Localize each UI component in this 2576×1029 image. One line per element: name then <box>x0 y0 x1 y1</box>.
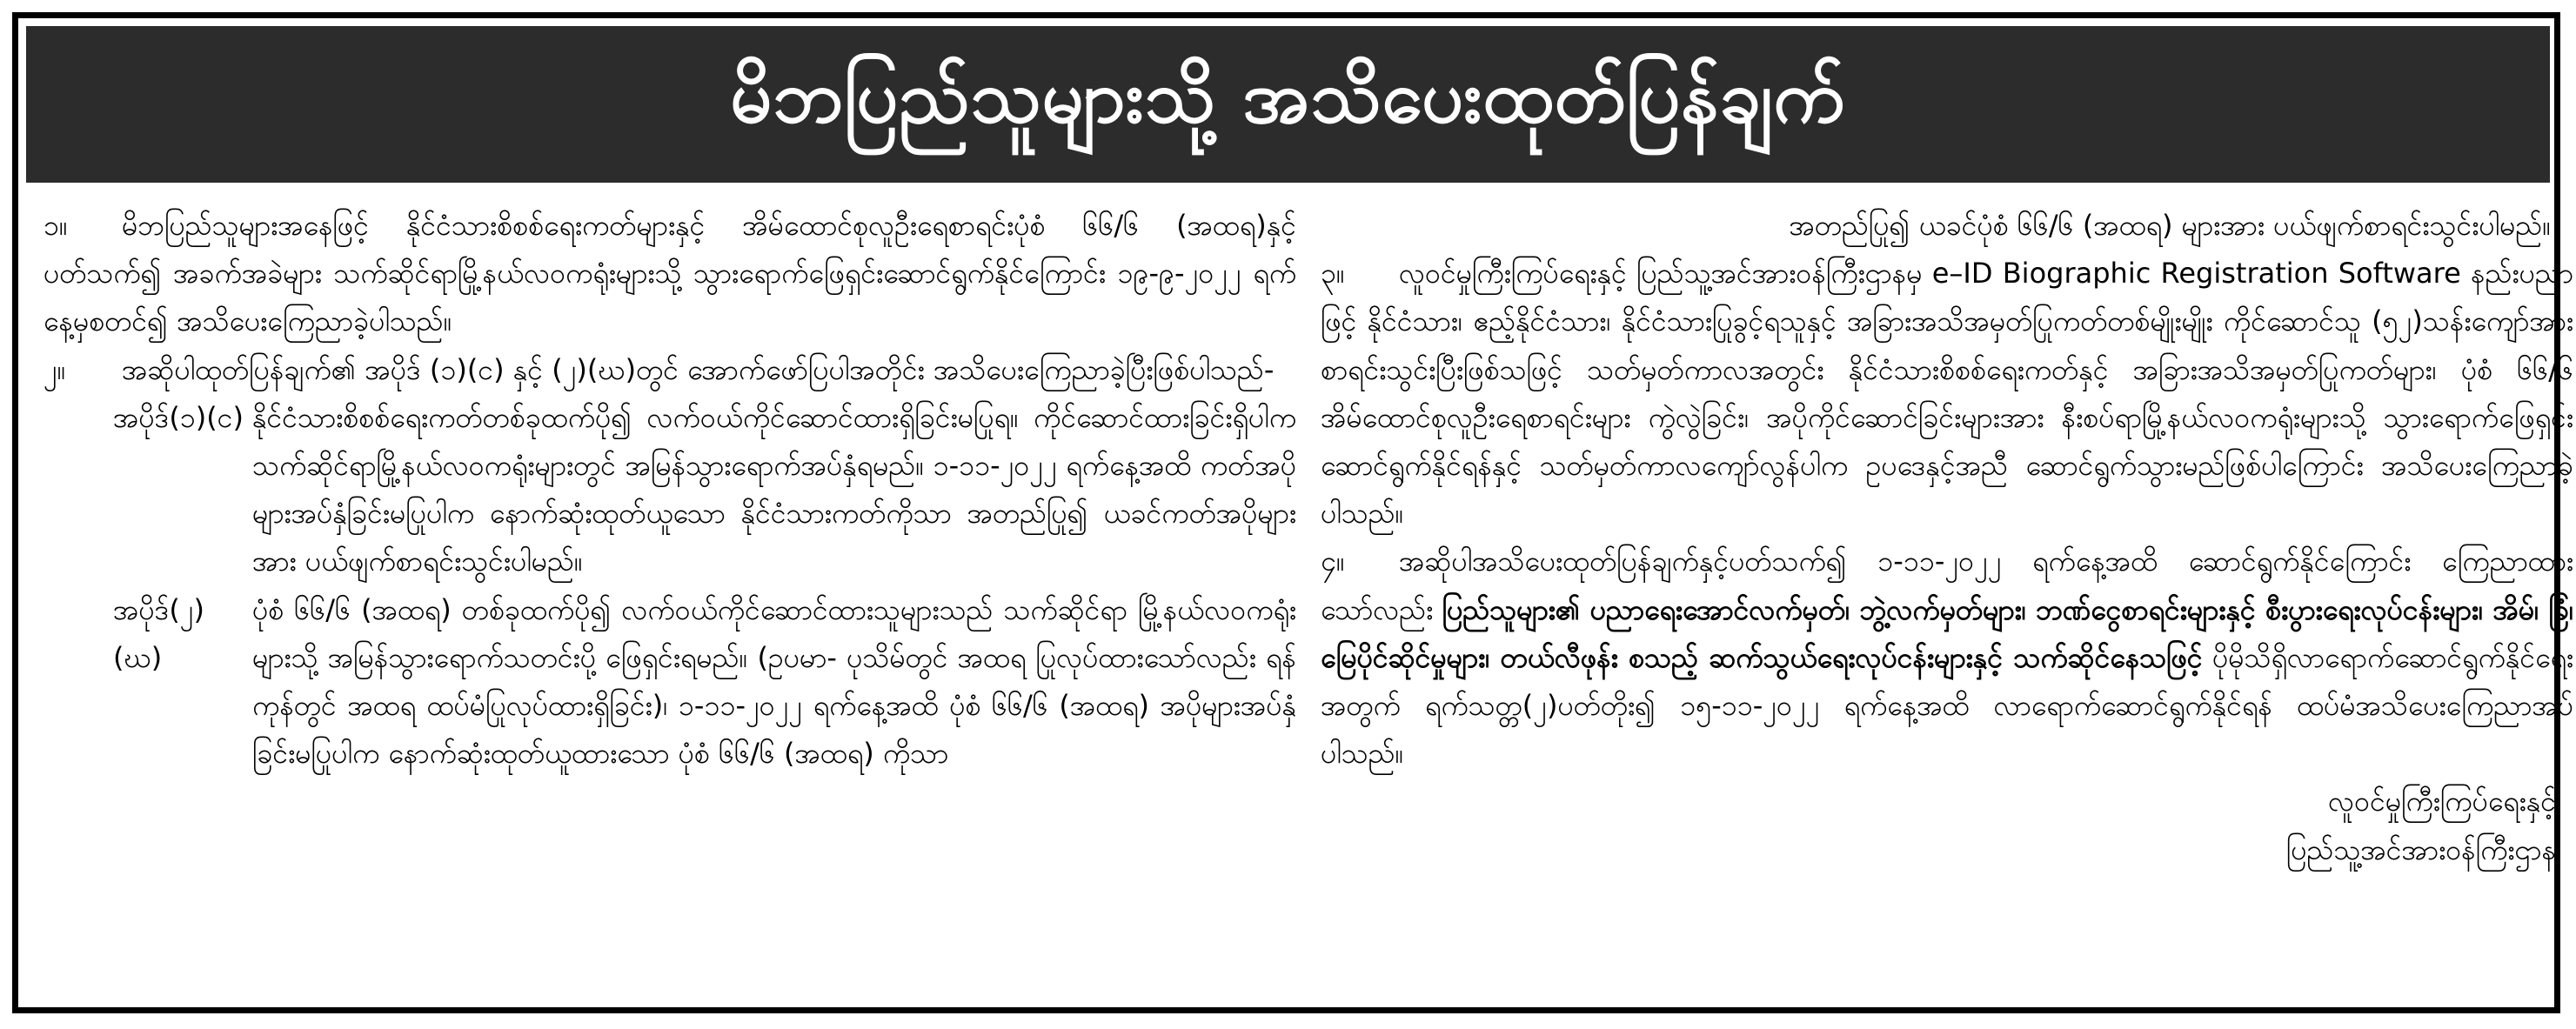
paragraph-text: အဆိုပါထုတ်ပြန်ချက်၏ အပိုဒ် (၁)(င) နှင့် (၂)(ဃ)တွင် အောက်ဖော်ပြပါအတိုင်း အသိပေးကြေညာခဲ့ပြီးဖြစ်ပါသည်- <box>122 352 1275 386</box>
paragraph-text: အဆိုပါအသိပေးထုတ်ပြန်ချက်နှင့်ပတ်သက်၍ ၁-၁၁-၂၀၂၂ ရက်နေ့အထိ ဆောင်ရွက်နိုင်ကြောင်း ကြေညာထားသော်လည်း <box>1321 545 2573 626</box>
right-column <box>1321 202 2573 874</box>
paragraph-number: ၃။ <box>1321 257 1345 291</box>
clause-text: ပုံစံ ၆၆/၆ (အထရ) တစ်ခုထက်ပို၍ လက်ဝယ်ကိုင်ဆောင်ထားသူများသည် သက်ဆိုင်ရာ မြို့နယ်လဝကရုံးများသို့ အမြန်သွားရောက်သတင်းပို့ ဖြေရှင်းရမည်။ (ဥပမာ- ပုသိမ်တွင် အထရ ပြုလုပ်ထားသော်လည်း ရန်ကုန်တွင် အထရ ထပ်မံပြုလုပ်ထားရှိခြင်း)၊ ၁-၁၁-၂၀၂၂ ရက်နေ့အထိ ပုံစံ ၆၆/၆ (အထရ) အပိုများအပ်နှံခြင်းမပြုပါက နောက်ဆုံးထုတ်ယူထားသော ပုံစံ ၆၆/၆ (အထရ) ကိုသာ <box>252 592 1296 771</box>
paragraph-text: ပိုမိုသိရှိလာရောက်ဆောင်ရွက်နိုင်ရေးအတွက် ရက်သတ္တ(၂)ပတ်တိုး၍ ၁၅-၁၁-၂၀၂၂ ရက်နေ့အထိ လာရောက်ဆောင်ရွက်နိုင်ရန် ထပ်မံအသိပေးကြေညာအပ်ပါသည်။ <box>1321 640 2574 771</box>
page-title: မိဘပြည်သူများသို့ အသိပေးထုတ်ပြန်ချက် <box>730 54 1846 139</box>
paragraph-text: လူဝင်မှုကြီးကြပ်ရေးနှင့် ပြည်သူ့အင်အားဝန်ကြီးဌာနမှ e–ID Biographic Registration Software နည်းပညာဖြင့် နိုင်ငံသား၊ ဧည့်နိုင်ငံသား၊ နိုင်ငံသားပြုခွင့်ရသူနှင့် အခြားအသိအမှတ်ပြုကတ်တစ်မျိုးမျိုး ကိုင်ဆောင်သူ (၅၂)သန်းကျော်အား စာရင်းသွင်းပြီးဖြစ်သဖြင့် သတ်မှတ်ကာလအတွင်း နိုင်ငံသားစိစစ်ရေးကတ်နှင့် အခြားအသိအမှတ်ပြုကတ်များ၊ ပုံစံ ၆၆/၆ အိမ်ထောင်စုလူဦးရေစာရင်းများ ကွဲလွဲခြင်း၊ အပိုကိုင်ဆောင်ခြင်းများအား နီးစပ်ရာမြို့နယ်လဝကရုံးများသို့ သွားရောက်ဖြေရှင်းဆောင်ရွက်နိုင်ရန်နှင့် သတ်မှတ်ကာလကျော်လွန်ပါက ဥပဒေနှင့်အညီ ဆောင်ရွက်သွားမည်ဖြစ်ပါကြောင်း အသိပေးကြေညာခဲ့ပါသည်။ <box>1321 257 2573 531</box>
signature-line-2: ပြည်သူ့အင်အားဝန်ကြီးဌာန <box>2285 832 2556 866</box>
signature-line-1: လူဝင်မှုကြီးကြပ်ရေးနှင့် <box>2328 785 2556 819</box>
sub-clause-2 <box>43 586 1296 778</box>
paragraph-2 <box>43 346 1296 394</box>
paragraph-text: မိဘပြည်သူများအနေဖြင့် နိုင်ငံသားစိစစ်ရေးကတ်များနှင့် အိမ်ထောင်စုလူဦးရေစာရင်းပုံစံ ၆၆/၆ (အထရ)နှင့်ပတ်သက်၍ အခက်အခဲများ သက်ဆိုင်ရာမြို့နယ်လဝကရုံးများသို့ သွားရောက်ဖြေရှင်းဆောင်ရွက်နိုင်ကြောင်း ၁၉-၉-၂၀၂၂ ရက်နေ့မှစတင်၍ အသိပေးကြေညာခဲ့ပါသည်။ <box>43 209 1296 338</box>
paragraph-number: ၄။ <box>1321 545 1345 578</box>
paragraph-4 <box>1321 538 2573 778</box>
left-column <box>43 202 1296 778</box>
paragraph-3 <box>1321 250 2573 538</box>
sub-clause-1 <box>43 394 1296 586</box>
clause-label: အပိုဒ်(၂)(ဃ) <box>113 592 204 674</box>
clause-label: အပိုဒ်(၁)(င) <box>113 400 244 434</box>
clause-text: နိုင်ငံသားစိစစ်ရေးကတ်တစ်ခုထက်ပို၍ လက်ဝယ်ကိုင်ဆောင်ထားရှိခြင်းမပြုရ။ ကိုင်ဆောင်ထားခြင်းရှိပါက သက်ဆိုင်ရာမြို့နယ်လဝကရုံးများတွင် အမြန်သွားရောက်အပ်နှံရမည်။ ၁-၁၁-၂၀၂၂ ရက်နေ့အထိ ကတ်အပိုများအပ်နှံခြင်းမပြုပါက နောက်ဆုံးထုတ်ယူသော နိုင်ငံသားကတ်ကိုသာ အတည်ပြု၍ ယခင်ကတ်အပိုများအား ပယ်ဖျက်စာရင်းသွင်းပါမည်။ <box>252 400 1296 578</box>
paragraph-number: ၂။ <box>43 352 66 386</box>
paragraph-1 <box>43 202 1296 346</box>
continued-text: အတည်ပြု၍ ယခင်ပုံစံ ၆၆/၆ (အထရ) များအား ပယ်ဖျက်စာရင်းသွင်းပါမည်။ <box>1789 209 2551 242</box>
paragraph-number: ၁။ <box>43 209 68 242</box>
title-banner <box>26 26 2550 183</box>
paragraph-emphasis: ပြည်သူများ၏ ပညာရေးအောင်လက်မှတ်၊ ဘွဲ့လက်မှတ်များ၊ ဘဏ်ငွေစာရင်းများနှင့် စီးပွားရေးလုပ်ငန်းများ၊ အိမ်၊ ခြံ၊ မြေပိုင်ဆိုင်မှုများ၊ တယ်လီဖုန်း စသည့် ဆက်သွယ်ရေးလုပ်ငန်းများနှင့် သက်ဆိုင်နေသဖြင့် <box>1321 592 2574 674</box>
